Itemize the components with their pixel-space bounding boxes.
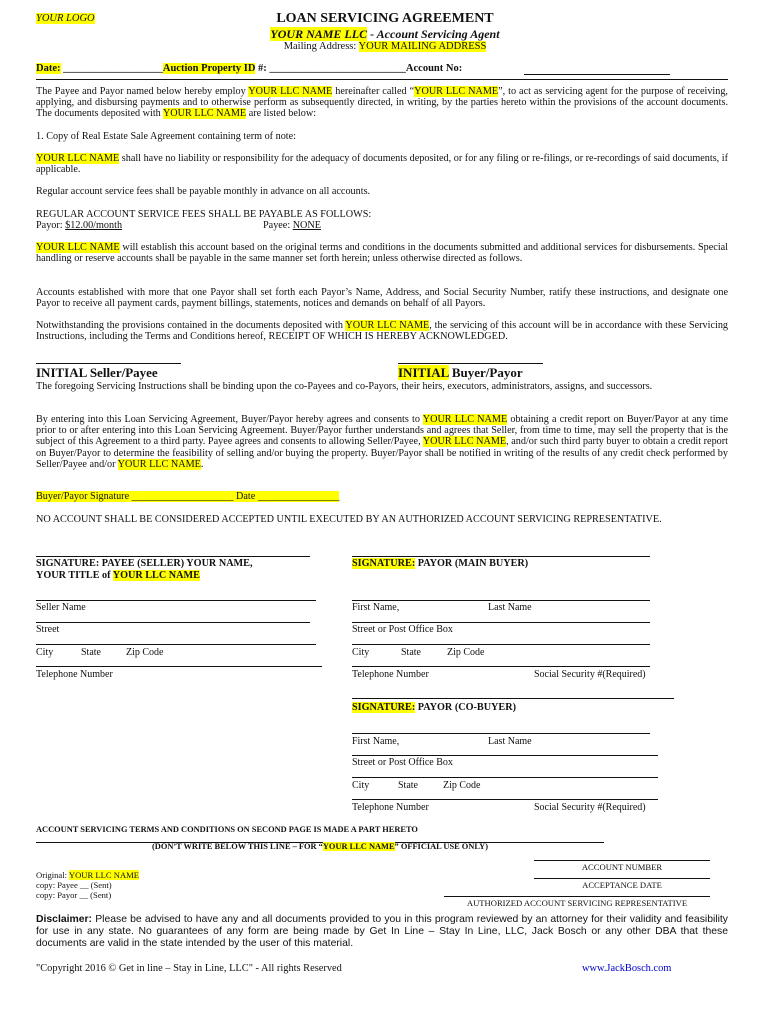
signature-word: SIGNATURE: [352,702,416,713]
llc-name: YOUR LLC NAME [117,458,201,470]
text: YOUR TITLE of [36,569,113,581]
seller-phone-label: Telephone Number [36,669,113,680]
payor-co-signature-line[interactable] [352,698,674,699]
text: PAYOR (CO-BUYER) [415,702,516,713]
co-last-name-label: Last Name [488,736,532,747]
payor-fee-value: $12.00/month [65,220,123,231]
text: obtaining a credit report on Buyer/Payor at any time prior to or after entering into this Loan Servicing Agreement. Buyer/Payor further understands and agrees that Seller, from time to time, may sell the property that is the subject of this Agreement to a third party. Payee agrees and consents to allowing Seller/Payee, [36,414,728,448]
account-number-label: ACCOUNT NUMBER [581,862,663,872]
main-name-line[interactable] [352,600,650,601]
llc-name: YOUR LLC NAME [422,414,508,425]
auction-id-label: Auction Property ID [162,63,256,74]
co-zip-label: Zip Code [443,780,481,791]
mailing-value: YOUR MAILING ADDRESS [358,41,487,52]
account-no-field[interactable] [524,74,670,75]
payee-signature-line[interactable] [36,556,310,557]
mailing-label: Mailing Address: [283,41,359,52]
llc-name: YOUR LLC NAME [422,436,507,448]
copyright: "Copyright 2016 © Get in line – Stay in Line, LLC" - All rights Reserved [36,963,342,974]
text: Notwithstanding the provisions contained in the documents deposited with [36,320,346,331]
acceptance-date-label: ACCEPTANCE DATE [582,880,662,890]
payor-fee-label: Payor: [36,220,66,231]
payee-signature-title: SIGNATURE: PAYEE (SELLER) YOUR NAME, [36,558,253,569]
seller-city-label: City [36,647,54,658]
logo-placeholder: YOUR LOGO [36,13,95,24]
text: By entering into this Loan Servicing Agreement, Buyer/Payor hereby agrees and consents to [36,414,423,425]
llc-name: YOUR LLC NAME [68,870,140,880]
copy-item: 1. Copy of Real Estate Sale Agreement containing term of note: [36,131,296,142]
text: are listed below: [246,108,317,120]
main-last-name-label: Last Name [488,602,532,613]
llc-name: YOUR LLC NAME [322,842,395,851]
text: , the servicing of this account will be in accordance with these Servicing Instructions, including the Terms and Conditions hereof, RECEIPT OF WHICH IS HEREBY ACKNOWLEDGED. [36,320,729,343]
initial-seller-label: INITIAL Seller/Payee [36,365,158,380]
copy-payor: copy: Payor __ (Sent) [36,890,112,900]
text: shall have no liability or responsibility for the adequacy of documents deposited, or for any filing or re-filings, or re-recordings of said documents, if applicable. [36,153,728,176]
llc-name: YOUR LLC NAME [162,108,247,120]
official-use-notice [36,842,604,851]
main-ssn-label: Social Security #(Required) [534,669,646,680]
seller-zip-label: Zip Code [126,647,164,658]
llc-name: YOUR LLC NAME [414,86,499,97]
document-title: LOAN SERVICING AGREEMENT [276,11,494,26]
seller-street-label: Street [36,624,60,635]
payee-fee-label: Payee: [263,220,293,231]
initial-buyer-line[interactable] [398,363,543,364]
co-phone-label: Telephone Number [352,802,429,813]
header-divider [36,79,728,80]
disclaimer-label: Disclaimer: [36,914,93,925]
main-state-label: State [401,647,421,658]
establish-paragraph [36,242,728,264]
account-number-line[interactable] [534,860,710,861]
initial-seller-line[interactable] [36,363,181,364]
seller-state-label: State [81,647,101,658]
initial-word: INITIAL [398,365,449,380]
date-field[interactable]: ___________________ [60,63,163,74]
notwithstanding-paragraph [36,320,728,342]
co-city-line[interactable] [352,777,658,778]
llc-name: YOUR LLC NAME [112,569,200,581]
text: The Payee and Payor named below hereby employ [36,86,249,97]
text: hereinafter called “ [332,86,415,97]
main-city-line[interactable] [352,644,650,645]
co-phone-line[interactable] [352,799,658,800]
payor-main-signature-line[interactable] [352,556,650,557]
date-label: Date: [36,63,61,74]
co-street-label: Street or Post Office Box [352,757,453,768]
disclaimer [36,914,728,950]
llc-name: YOUR LLC NAME [36,242,120,253]
seller-name-line[interactable] [36,600,316,601]
header-fields-row [36,63,462,74]
binding-paragraph: The foregoing Servicing Instructions shall be binding upon the co-Payees and co-Payors, their heirs, executors, administrators, assigns, and successors. [36,381,653,392]
buyer-signature-line[interactable]: Buyer/Payor Signature ____________________ Date ________________ [36,491,340,502]
co-city-label: City [352,780,370,791]
original-label: Original: [36,870,69,880]
document-subtitle [200,27,570,42]
text: PAYOR (MAIN BUYER) [415,558,529,569]
main-street-line[interactable] [352,622,650,623]
payee-fee [263,220,321,231]
copies-block [36,870,139,900]
main-zip-label: Zip Code [447,647,485,658]
liability-paragraph [36,153,728,175]
copy-payee: copy: Payee __ (Sent) [36,880,112,890]
seller-name-label: Seller Name [36,602,86,613]
agent-name: YOUR NAME LLC [270,27,368,41]
co-ssn-label: Social Security #(Required) [534,802,646,813]
main-phone-line[interactable] [352,666,650,667]
co-name-line[interactable] [352,733,650,734]
seller-city-line[interactable] [36,644,316,645]
credit-report-paragraph [36,414,728,470]
payor-main-signature-label [352,558,528,569]
payee-fee-value: NONE [292,220,321,231]
main-street-label: Street or Post Office Box [352,624,453,635]
text: (DON’T WRITE BELOW THIS LINE – FOR “ [151,842,323,851]
fees-note: Regular account service fees shall be payable monthly in advance on all accounts. [36,186,371,197]
text: , and/or such third party buyer to obtain a credit report on Buyer/Payor to determine the feasibility of selling and/or buying the property. Buyer/Payor shall be notified in writing of the results of any credit check performed by Seller/Payee and/or [36,436,728,470]
seller-street-line[interactable] [36,622,310,623]
text: ” OFFICIAL USE ONLY) [394,842,488,851]
text: Buyer/Payor [448,365,523,380]
co-first-name-label: First Name, [352,736,400,747]
main-phone-label: Telephone Number [352,669,429,680]
payor-fee [36,220,122,231]
multiple-payors-paragraph: Accounts established with more that one Payor shall set forth each Payor’s Name, Address, and Social Security Number, ratify these instructions, and designate one Payor to receive all payment cards, payment billings, statements, notices and demands on behalf of all Payors. [36,287,728,310]
representative-label: AUTHORIZED ACCOUNT SERVICING REPRESENTATIVE [466,898,688,908]
intro-paragraph [36,86,728,120]
mailing-address [200,41,570,52]
co-state-label: State [398,780,418,791]
payor-co-signature-label [352,702,516,713]
text: will establish this account based on the original terms and conditions in the documents submitted and additional services for disbursements. Special handling or reserve accounts shall be payable in the same manner set forth herein; unless otherwise directed as follows. [36,242,728,265]
fees-heading: REGULAR ACCOUNT SERVICE FEES SHALL BE PAYABLE AS FOLLOWS: [36,209,372,220]
text: . [200,458,204,470]
seller-phone-line[interactable] [36,666,322,667]
acceptance-date-line[interactable] [534,878,710,879]
account-no-label: Account No: [405,63,463,74]
main-first-name-label: First Name, [352,602,400,613]
main-city-label: City [352,647,370,658]
terms-notice: ACCOUNT SERVICING TERMS AND CONDITIONS ON SECOND PAGE IS MADE A PART HERETO [36,825,418,834]
acceptance-notice: NO ACCOUNT SHALL BE CONSIDERED ACCEPTED UNTIL EXECUTED BY AN AUTHORIZED ACCOUNT SERVICING REPRESENTATIVE. [36,514,662,525]
text: ”, to act as servicing agent for the purpose of receiving, applying, and disbursing payments and to otherwise perform as subsequently directed, in writing, by the parties hereto within the provisions of the account documents. The documents deposited with [36,86,728,120]
website-link[interactable]: www.JackBosch.com [582,963,672,974]
payee-signature-label [36,558,253,581]
co-street-line[interactable] [352,755,658,756]
disclaimer-text: Please be advised to have any and all documents provided to you in this program reviewed by an attorney for their validity and feasibility for use in any state. No guarantees of any form are being made by Get In Line – Stay In Line, LLC, Jack Bosch or any other DBA that these documents are valid in the state intended by the user of this material. [36,914,728,949]
initial-buyer-label [398,365,523,381]
auction-id-field[interactable]: #: __________________________ [255,63,406,74]
llc-name: YOUR LLC NAME [345,320,430,331]
representative-line[interactable] [444,896,710,897]
llc-name: YOUR LLC NAME [248,86,333,97]
llc-name: YOUR LLC NAME [36,153,120,164]
signature-word: SIGNATURE: [352,558,416,569]
subtitle-rest: - Account Servicing Agent [367,27,500,41]
